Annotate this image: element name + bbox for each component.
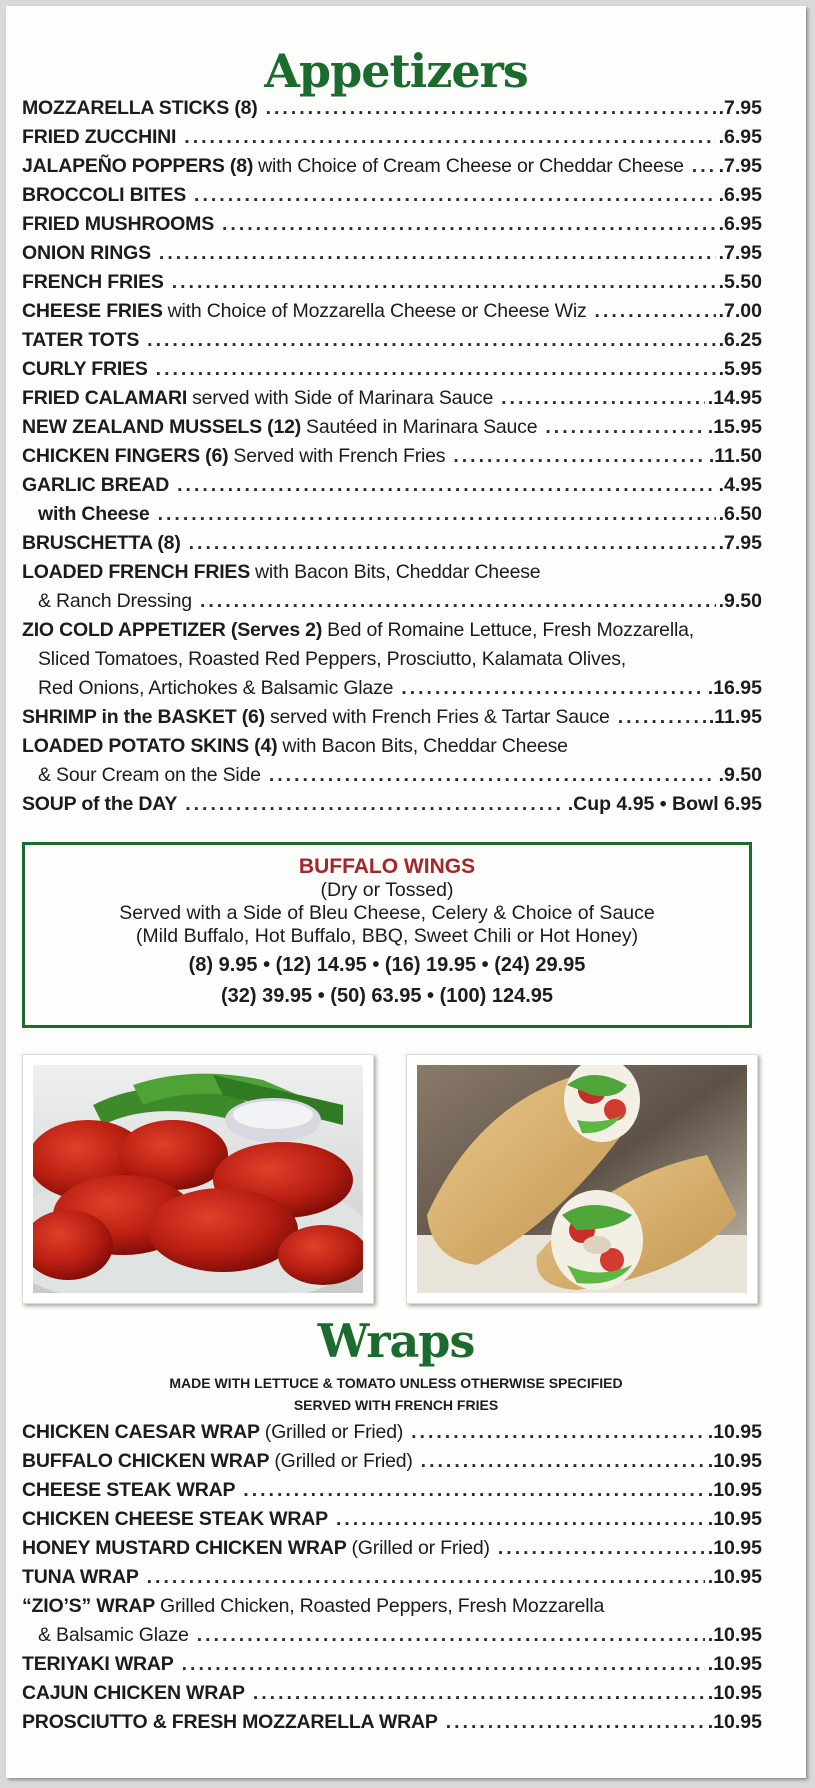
menu-item <box>22 1447 762 1476</box>
menu-item-price: .16.95 <box>707 677 762 699</box>
menu-item <box>22 471 762 500</box>
menu-item <box>22 442 762 471</box>
menu-item <box>22 1534 762 1563</box>
menu-item-name: TERIYAKI WRAP <box>22 1653 174 1675</box>
menu-item <box>22 326 762 355</box>
menu-item-line <box>22 1476 762 1505</box>
dot-leader <box>545 413 704 442</box>
menu-item-price: .Cup 4.95 • Bowl 6.95 <box>567 793 762 815</box>
menu-page <box>6 6 806 1778</box>
dot-leader <box>595 297 716 326</box>
menu-item-line <box>22 1592 762 1621</box>
menu-item-name: MOZZARELLA STICKS (8) <box>22 97 258 119</box>
menu-item <box>22 1592 762 1650</box>
menu-item-line <box>22 239 762 268</box>
menu-item-name: LOADED POTATO SKINS (4) <box>22 735 278 757</box>
menu-item <box>22 210 762 239</box>
menu-item-price: .7.95 <box>718 97 762 119</box>
menu-item <box>22 384 762 413</box>
menu-item <box>22 94 762 123</box>
menu-item <box>22 529 762 558</box>
dot-leader <box>266 94 716 123</box>
menu-item-name: BRUSCHETTA (8) <box>22 532 181 554</box>
menu-item-name: CHEESE STEAK WRAP <box>22 1479 236 1501</box>
menu-item <box>22 703 762 732</box>
menu-item-name: FRIED ZUCCHINI <box>22 126 177 148</box>
dot-leader <box>172 268 716 297</box>
menu-item-price: .7.00 <box>718 300 762 322</box>
menu-item <box>22 1418 762 1447</box>
dot-leader <box>189 529 716 558</box>
menu-item-line <box>22 471 762 500</box>
dot-leader <box>147 326 715 355</box>
menu-item-desc: Sliced Tomatoes, Roasted Red Peppers, Prosciutto, Kalamata Olives, <box>38 648 626 670</box>
menu-item-desc: Served with French Fries <box>233 445 446 467</box>
menu-item-line <box>22 1563 762 1592</box>
menu-item-line <box>22 500 762 529</box>
menu-item-line <box>22 94 762 123</box>
menu-item-line <box>22 1534 762 1563</box>
menu-item-name: LOADED FRENCH FRIES <box>22 561 251 583</box>
appetizers-title: Appetizers <box>264 44 528 98</box>
menu-item-line <box>22 152 762 181</box>
menu-item-price: .6.50 <box>718 503 762 525</box>
menu-item-line <box>22 529 762 558</box>
menu-item <box>22 1563 762 1592</box>
dot-leader <box>411 1418 705 1447</box>
menu-item <box>22 268 762 297</box>
menu-item-name: CHICKEN CHEESE STEAK WRAP <box>22 1508 328 1530</box>
menu-item-line <box>22 442 762 471</box>
menu-item-price: .10.95 <box>707 1682 762 1704</box>
wings-prices-row-1: (8) 9.95 • (12) 14.95 • (16) 19.95 • (24) 29.95 <box>188 954 586 976</box>
menu-item-desc: (Grilled or Fried) <box>264 1421 404 1443</box>
dot-leader <box>269 761 716 790</box>
menu-item-desc: & Balsamic Glaze <box>38 1624 189 1646</box>
menu-item-price: .10.95 <box>707 1566 762 1588</box>
menu-item-line <box>22 123 762 152</box>
menu-item-name: “ZIO’S” WRAP <box>22 1595 156 1617</box>
menu-item <box>22 123 762 152</box>
dot-leader <box>194 181 716 210</box>
dot-leader <box>401 674 705 703</box>
dot-leader <box>184 123 715 152</box>
menu-item-line <box>22 1505 762 1534</box>
menu-item <box>22 413 762 442</box>
menu-item-price: .5.50 <box>718 271 762 293</box>
menu-item-name: GARLIC BREAD <box>22 474 170 496</box>
menu-item <box>22 152 762 181</box>
menu-item-name: BROCCOLI BITES <box>22 184 187 206</box>
dot-leader <box>336 1505 705 1534</box>
buffalo-wings-image <box>33 1065 363 1293</box>
menu-item-name: TATER TOTS <box>22 329 140 351</box>
menu-item-price: .5.95 <box>718 358 762 380</box>
menu-item <box>22 616 762 703</box>
dot-leader <box>159 239 716 268</box>
menu-item-line <box>22 1418 762 1447</box>
dot-leader <box>253 1679 705 1708</box>
dot-leader <box>185 790 564 819</box>
menu-item-line <box>22 268 762 297</box>
dot-leader <box>158 500 716 529</box>
menu-item-price: .10.95 <box>707 1508 762 1530</box>
menu-item-price: .11.50 <box>708 445 762 467</box>
menu-item-price: .9.50 <box>718 590 762 612</box>
menu-item-price: .6.25 <box>718 329 762 351</box>
menu-item-price: .10.95 <box>707 1421 762 1443</box>
menu-item-name: CHICKEN CAESAR WRAP <box>22 1421 260 1443</box>
menu-item <box>22 181 762 210</box>
menu-item-price: .10.95 <box>707 1624 762 1646</box>
menu-item-desc: with Bacon Bits, Cheddar Cheese <box>255 561 541 583</box>
menu-item <box>22 1650 762 1679</box>
menu-item-price: .10.95 <box>707 1479 762 1501</box>
dot-leader <box>182 1650 705 1679</box>
dot-leader <box>200 587 716 616</box>
menu-item-line <box>22 181 762 210</box>
menu-item-line <box>22 384 762 413</box>
menu-item-desc: Sautéed in Marinara Sauce <box>306 416 538 438</box>
menu-item-name: FRIED MUSHROOMS <box>22 213 215 235</box>
dot-leader <box>222 210 716 239</box>
menu-item-desc: with Bacon Bits, Cheddar Cheese <box>282 735 568 757</box>
menu-item-desc: & Ranch Dressing <box>38 590 192 612</box>
menu-item-price: .10.95 <box>707 1711 762 1733</box>
menu-item-name: FRENCH FRIES <box>22 271 164 293</box>
wings-prices-row-2: (32) 39.95 • (50) 63.95 • (100) 124.95 <box>221 985 553 1007</box>
menu-item-price: .7.95 <box>718 242 762 264</box>
menu-item-line <box>22 790 762 819</box>
menu-item-line <box>22 297 762 326</box>
menu-item-price: .6.95 <box>718 126 762 148</box>
menu-item-line <box>22 413 762 442</box>
menu-item-desc: served with Side of Marinara Sauce <box>192 387 494 409</box>
menu-item-line <box>22 210 762 239</box>
menu-item <box>22 1708 762 1737</box>
menu-item-line <box>22 1621 762 1650</box>
buffalo-wings-photo <box>22 1054 374 1304</box>
dot-leader <box>156 355 716 384</box>
wraps-list <box>22 1418 762 1737</box>
menu-item-desc: (Grilled or Fried) <box>274 1450 413 1472</box>
menu-item-name: FRIED CALAMARI <box>22 387 188 409</box>
menu-item-price: .14.95 <box>707 387 762 409</box>
menu-item-desc: with Choice of Cream Cheese or Cheddar Cheese <box>258 155 684 177</box>
appetizers-list <box>22 94 762 819</box>
menu-item-price: .4.95 <box>718 474 762 496</box>
menu-item-desc: Bed of Romaine Lettuce, Fresh Mozzarella, <box>327 619 694 641</box>
menu-item-desc: (Grilled or Fried) <box>351 1537 490 1559</box>
wrap-image <box>417 1065 747 1293</box>
dot-leader <box>177 471 716 500</box>
menu-item-name: with Cheese <box>38 503 150 525</box>
menu-item <box>22 297 762 326</box>
menu-item <box>22 1679 762 1708</box>
menu-item-line <box>22 1650 762 1679</box>
menu-item-line <box>22 761 762 790</box>
menu-item-name: HONEY MUSTARD CHICKEN WRAP <box>22 1537 347 1559</box>
dot-leader <box>147 1563 705 1592</box>
dot-leader <box>498 1534 705 1563</box>
menu-item-line <box>22 1708 762 1737</box>
menu-item-price: .11.95 <box>708 706 762 728</box>
menu-item-line <box>22 645 762 674</box>
menu-item <box>22 239 762 268</box>
menu-item-price: .6.95 <box>718 184 762 206</box>
dot-leader <box>453 442 706 471</box>
wraps-photo <box>406 1054 758 1304</box>
menu-item-name: CAJUN CHICKEN WRAP <box>22 1682 245 1704</box>
menu-item-price: .15.95 <box>707 416 762 438</box>
menu-item <box>22 732 762 790</box>
menu-item-name: JALAPEÑO POPPERS (8) <box>22 155 254 177</box>
menu-item-name: SOUP of the DAY <box>22 793 178 815</box>
menu-item-desc: & Sour Cream on the Side <box>38 764 261 786</box>
menu-item-line <box>22 326 762 355</box>
menu-item-name: TUNA WRAP <box>22 1566 139 1588</box>
menu-item-line <box>22 674 762 703</box>
menu-item-name: ZIO COLD APPETIZER (Serves 2) <box>22 619 323 641</box>
menu-item-name: BUFFALO CHICKEN WRAP <box>22 1450 270 1472</box>
menu-item-line <box>22 1447 762 1476</box>
menu-item-price: .9.50 <box>718 764 762 786</box>
dot-leader <box>501 384 705 413</box>
buffalo-wings-box <box>22 842 752 1028</box>
menu-item-line <box>22 587 762 616</box>
dot-leader <box>421 1447 705 1476</box>
wings-style: (Dry or Tossed) <box>320 879 454 901</box>
menu-item-name: ONION RINGS <box>22 242 151 264</box>
wraps-note-2: SERVED WITH FRENCH FRIES <box>293 1397 499 1413</box>
wings-title: BUFFALO WINGS <box>298 855 476 878</box>
menu-item-name: CURLY FRIES <box>22 358 148 380</box>
menu-item <box>22 355 762 384</box>
menu-item-line <box>22 1679 762 1708</box>
menu-item-name: CHICKEN FINGERS (6) <box>22 445 229 467</box>
dot-leader <box>243 1476 704 1505</box>
menu-item-price: .10.95 <box>707 1653 762 1675</box>
menu-item-line <box>22 732 762 761</box>
menu-item-line <box>22 558 762 587</box>
menu-item-price: .10.95 <box>707 1537 762 1559</box>
menu-item-desc: served with French Fries & Tartar Sauce <box>269 706 610 728</box>
menu-item-price: .7.95 <box>718 532 762 554</box>
wraps-note-1: MADE WITH LETTUCE & TOMATO UNLESS OTHERWISE SPECIFIED <box>169 1375 623 1391</box>
menu-item-line <box>22 355 762 384</box>
menu-item-desc: Red Onions, Artichokes & Balsamic Glaze <box>38 677 394 699</box>
menu-item-line <box>22 616 762 645</box>
menu-item-price: .7.95 <box>718 155 762 177</box>
menu-item-name: CHEESE FRIES <box>22 300 163 322</box>
dot-leader <box>618 703 706 732</box>
menu-item-price: .10.95 <box>707 1450 762 1472</box>
menu-item <box>22 500 762 529</box>
dot-leader <box>197 1621 705 1650</box>
menu-item-line <box>22 703 762 732</box>
menu-item <box>22 790 762 819</box>
menu-item-name: SHRIMP in the BASKET (6) <box>22 706 265 728</box>
menu-item <box>22 1476 762 1505</box>
menu-item-desc: with Choice of Mozzarella Cheese or Cheese Wiz <box>167 300 587 322</box>
menu-item <box>22 558 762 616</box>
menu-item-name: PROSCIUTTO & FRESH MOZZARELLA WRAP <box>22 1711 438 1733</box>
menu-item <box>22 1505 762 1534</box>
wings-sauces: (Mild Buffalo, Hot Buffalo, BBQ, Sweet Chili or Hot Honey) <box>135 925 639 947</box>
menu-item-price: .6.95 <box>718 213 762 235</box>
dot-leader <box>446 1708 705 1737</box>
menu-item-desc: Grilled Chicken, Roasted Peppers, Fresh Mozzarella <box>160 1595 605 1617</box>
wraps-title: Wraps <box>317 1314 475 1368</box>
wings-served-with: Served with a Side of Bleu Cheese, Celery & Choice of Sauce <box>119 902 655 924</box>
dot-leader <box>692 152 716 181</box>
menu-item-name: NEW ZEALAND MUSSELS (12) <box>22 416 302 438</box>
